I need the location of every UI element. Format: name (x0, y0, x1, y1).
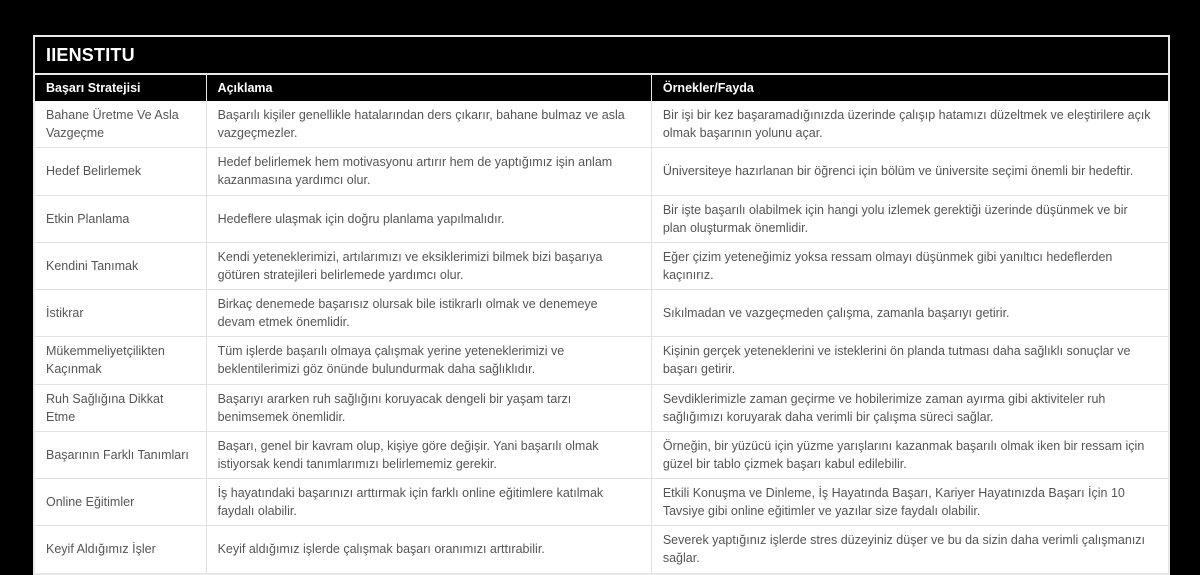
table-row (35, 148, 1168, 195)
strategy-cell: Hedef Belirlemek (35, 148, 206, 195)
description-cell: Başarı, genel bir kavram olup, kişiye göre değişir. Yani başarılı olmak istiyorsak kendi tanımlarımızı belirlememiz gerekir. (206, 431, 651, 478)
page-title: IIENSTITU (35, 37, 1168, 75)
description-cell: İş hayatındaki başarınızı arttırmak için farklı online eğitimlere katılmak faydalı olabilir. (206, 479, 651, 526)
table-row (35, 195, 1168, 242)
strategy-cell: Ruh Sağlığına Dikkat Etme (35, 384, 206, 431)
example-cell: Bir işi bir kez başaramadığınızda üzerinde çalışıp hatamızı düzeltmek ve eleştirilere açık olmak başarının yolunu açar. (651, 101, 1168, 148)
example-cell: Kişinin gerçek yeteneklerini ve isteklerini ön planda tutması daha sağlıklı sonuçlar ve başarı getirir. (651, 337, 1168, 384)
column-header-strategy: Başarı Stratejisi (35, 75, 206, 101)
strategy-cell: Online Eğitimler (35, 479, 206, 526)
table-row (35, 384, 1168, 431)
example-cell: Etkili Konuşma ve Dinleme, İş Hayatında Başarı, Kariyer Hayatınızda Başarı İçin 10 Tavsiye gibi online eğitimler ve yazılar size faydalı olabilir. (651, 479, 1168, 526)
success-strategies-table (35, 75, 1168, 573)
strategy-cell: Bahane Üretme Ve Asla Vazgeçme (35, 101, 206, 148)
table-row (35, 431, 1168, 478)
table-row (35, 479, 1168, 526)
strategy-cell: Başarının Farklı Tanımları (35, 431, 206, 478)
table-row (35, 101, 1168, 148)
description-cell: Başarıyı ararken ruh sağlığını koruyacak dengeli bir yaşam tarzı benimsemek önemlidir. (206, 384, 651, 431)
strategy-cell: Mükemmeliyetçilikten Kaçınmak (35, 337, 206, 384)
table-row (35, 290, 1168, 337)
table-row (35, 526, 1168, 573)
example-cell: Örneğin, bir yüzücü için yüzme yarışlarını kazanmak başarılı olmak iken bir ressam için güzel bir tablo çizmek başarı kabul edilebilir. (651, 431, 1168, 478)
table-row (35, 242, 1168, 289)
description-cell: Kendi yeteneklerimizi, artılarımızı ve eksiklerimizi bilmek bizi başarıya götüren stratejileri belirlemede yardımcı olur. (206, 242, 651, 289)
description-cell: Hedeflere ulaşmak için doğru planlama yapılmalıdır. (206, 195, 651, 242)
description-cell: Birkaç denemede başarısız olursak bile istikrarlı olmak ve denemeye devam etmek önemlidir. (206, 290, 651, 337)
description-cell: Başarılı kişiler genellikle hatalarından ders çıkarır, bahane bulmaz ve asla vazgeçmezler. (206, 101, 651, 148)
example-cell: Eğer çizim yeteneğimiz yoksa ressam olmayı düşünmek gibi yanıltıcı hedeflerden kaçınırız. (651, 242, 1168, 289)
strategy-cell: İstikrar (35, 290, 206, 337)
description-cell: Tüm işlerde başarılı olmaya çalışmak yerine yeteneklerimizi ve beklentilerimizi göz önünde bulundurmak daha sağlıklıdır. (206, 337, 651, 384)
example-cell: Bir işte başarılı olabilmek için hangi yolu izlemek gerektiği üzerinde düşünmek ve bir plan oluşturmak önemlidir. (651, 195, 1168, 242)
strategy-cell: Etkin Planlama (35, 195, 206, 242)
description-cell: Keyif aldığımız işlerde çalışmak başarı oranımızı arttırabilir. (206, 526, 651, 573)
example-cell: Severek yaptığınız işlerde stres düzeyiniz düşer ve bu da sizin daha verimli çalışmanızı sağlar. (651, 526, 1168, 573)
table-row (35, 337, 1168, 384)
table-header (35, 75, 1168, 101)
column-header-description: Açıklama (206, 75, 651, 101)
strategy-cell: Keyif Aldığımız İşler (35, 526, 206, 573)
table-body (35, 101, 1168, 573)
example-cell: Sıkılmadan ve vazgeçmeden çalışma, zamanla başarıyı getirir. (651, 290, 1168, 337)
example-cell: Üniversiteye hazırlanan bir öğrenci için bölüm ve üniversite seçimi önemli bir hedeftir. (651, 148, 1168, 195)
example-cell: Sevdiklerimizle zaman geçirme ve hobilerimize zaman ayırma gibi aktiviteler ruh sağlığımızı koruyarak daha verimli bir çalışma süreci sağlar. (651, 384, 1168, 431)
column-header-example: Örnekler/Fayda (651, 75, 1168, 101)
strategy-cell: Kendini Tanımak (35, 242, 206, 289)
success-strategies-table-panel (33, 35, 1170, 575)
description-cell: Hedef belirlemek hem motivasyonu artırır hem de yaptığımız işin anlam kazanmasına yardımcı olur. (206, 148, 651, 195)
